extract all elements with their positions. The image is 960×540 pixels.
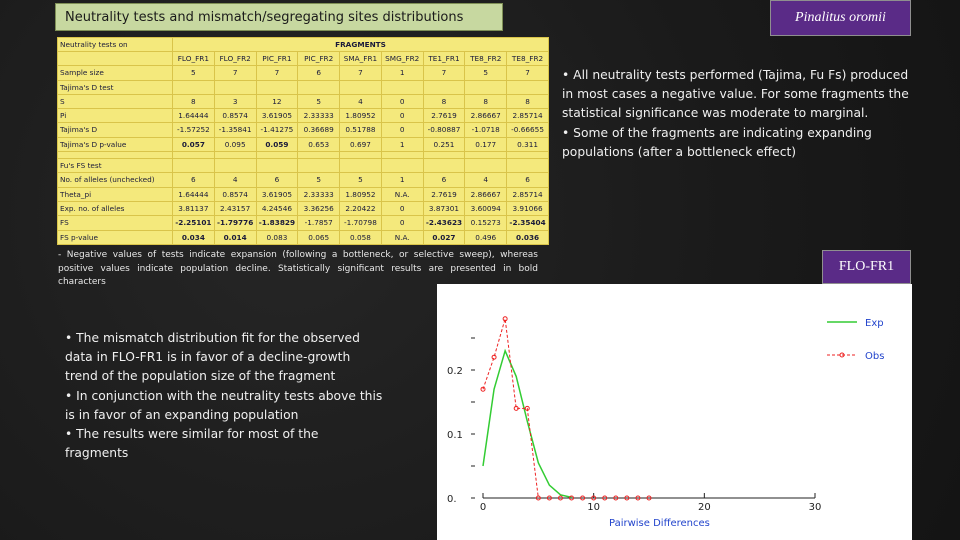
mismatch-chart-svg <box>437 284 912 540</box>
table-cell: 2.43157 <box>214 202 256 216</box>
row-label: Theta_pi <box>58 187 173 201</box>
table-cell <box>256 159 298 173</box>
table-cell: 2.33333 <box>298 109 340 123</box>
table-cell: 6 <box>298 66 340 80</box>
table-cell: 0 <box>381 202 423 216</box>
bullet-text: • All neutrality tests performed (Tajima, Fu Fs) produced in most cases a negative value. For some fragments the statistical significance was moderate to marginal. <box>562 68 909 121</box>
bullet-text: • The results were similar for most of the fragments <box>65 427 319 461</box>
table-cell: 0.058 <box>340 230 382 244</box>
table-cell: 0.697 <box>340 137 382 151</box>
bullet-text: • Some of the fragments are indicating expanding populations (after a bottleneck effect) <box>562 125 872 159</box>
table-cell: 3.81137 <box>173 202 215 216</box>
table-row <box>58 202 549 216</box>
table-cell <box>507 159 549 173</box>
table-cell <box>423 159 465 173</box>
table-cell: 2.20422 <box>340 202 382 216</box>
table-footnote: - Negative values of tests indicate expansion (following a bottleneck, or selective sweep), whereas positive values indicate population decline. Statistically significant results are presented in bold characters <box>58 250 538 287</box>
table-cell <box>381 159 423 173</box>
series-line-exp <box>483 351 572 498</box>
mismatch-chart <box>437 284 912 540</box>
table-cell: 0.057 <box>173 137 215 151</box>
table-cell: 2.86667 <box>465 109 507 123</box>
table-cell: 0.36689 <box>298 123 340 137</box>
table-cell <box>298 159 340 173</box>
table-cell: 1 <box>381 66 423 80</box>
table-cell: 4.24546 <box>256 202 298 216</box>
table-cell: 6 <box>173 173 215 187</box>
table-cell: 0.059 <box>256 137 298 151</box>
fragment-header-cell: SMA_FR1 <box>340 52 382 66</box>
fragment-header-cell: FLO_FR2 <box>214 52 256 66</box>
row-label: Pi <box>58 109 173 123</box>
table-cell <box>381 80 423 94</box>
row-label <box>58 152 173 159</box>
slide-title: Neutrality tests and mismatch/segregating sites distributions <box>55 3 503 31</box>
table-cell: 0.095 <box>214 137 256 151</box>
table-cell <box>340 80 382 94</box>
table-cell: 7 <box>423 66 465 80</box>
table-cell <box>465 80 507 94</box>
table-cell: -2.25101 <box>173 216 215 230</box>
table-cell: 1.64444 <box>173 187 215 201</box>
table-cell: 3.60094 <box>465 202 507 216</box>
table-cell: 0.083 <box>256 230 298 244</box>
table-cell: 5 <box>173 66 215 80</box>
table-cell: N.A. <box>381 230 423 244</box>
legend-obs-label: Obs <box>865 351 885 362</box>
x-axis-label: Pairwise Differences <box>609 518 710 529</box>
table-cell <box>214 159 256 173</box>
table-cell <box>58 52 173 66</box>
table-cell: 3.87301 <box>423 202 465 216</box>
table-row <box>58 230 549 244</box>
table-cell: 0.15273 <box>465 216 507 230</box>
fragment-header-cell: PIC_FR1 <box>256 52 298 66</box>
row-label: No. of alleles (unchecked) <box>58 173 173 187</box>
table-cell: 0.027 <box>423 230 465 244</box>
table-cell: -1.0718 <box>465 123 507 137</box>
fragment-header-cell: TE8_FR2 <box>507 52 549 66</box>
table-cell <box>340 152 382 159</box>
table-cell: 0.065 <box>298 230 340 244</box>
table-cell: 0.653 <box>298 137 340 151</box>
table-header-right: FRAGMENTS <box>173 38 549 52</box>
table-cell: 3 <box>214 94 256 108</box>
fragment-header-cell: TE8_FR2 <box>465 52 507 66</box>
table-cell: -1.79776 <box>214 216 256 230</box>
table-cell <box>423 80 465 94</box>
table-cell: 3.91066 <box>507 202 549 216</box>
table-cell <box>256 80 298 94</box>
table-cell: 2.85714 <box>507 109 549 123</box>
row-label: Tajima's D <box>58 123 173 137</box>
table-cell: 3.61905 <box>256 109 298 123</box>
table-cell: 3.36256 <box>298 202 340 216</box>
chart-label: FLO-FR1 <box>822 250 911 284</box>
table-cell: -1.35841 <box>214 123 256 137</box>
table-row <box>58 94 549 108</box>
row-label: Tajima's D test <box>58 80 173 94</box>
table-cell: 7 <box>214 66 256 80</box>
table-cell: 4 <box>214 173 256 187</box>
table-row <box>58 66 549 80</box>
table-cell <box>423 152 465 159</box>
table-cell: 0 <box>381 94 423 108</box>
table-cell: 4 <box>465 173 507 187</box>
table-cell: -1.83829 <box>256 216 298 230</box>
table-cell <box>465 152 507 159</box>
table-cell: 5 <box>298 94 340 108</box>
table-cell: 0.51788 <box>340 123 382 137</box>
row-label: FS p-value <box>58 230 173 244</box>
table-cell: 0.251 <box>423 137 465 151</box>
row-label: Fu's FS test <box>58 159 173 173</box>
table-cell: N.A. <box>381 187 423 201</box>
neutrality-table <box>57 37 549 245</box>
table-cell <box>298 80 340 94</box>
table-cell: 6 <box>507 173 549 187</box>
fragment-header-cell: PIC_FR2 <box>298 52 340 66</box>
table-cell: 8 <box>423 94 465 108</box>
row-label: Tajima's D p-value <box>58 137 173 151</box>
neutrality-table-grid <box>57 37 549 245</box>
x-tick-label: 0 <box>479 502 487 513</box>
table-row <box>58 152 549 159</box>
table-cell: 0.014 <box>214 230 256 244</box>
table-cell: 0.8574 <box>214 187 256 201</box>
table-cell <box>465 159 507 173</box>
x-tick-label: 30 <box>808 502 822 513</box>
x-tick-label: 20 <box>697 502 711 513</box>
table-cell: 0.034 <box>173 230 215 244</box>
table-cell: -1.41275 <box>256 123 298 137</box>
table-cell: -0.80887 <box>423 123 465 137</box>
table-cell: 12 <box>256 94 298 108</box>
table-cell: 1 <box>381 137 423 151</box>
table-cell: 2.7619 <box>423 187 465 201</box>
table-row <box>58 123 549 137</box>
table-cell <box>214 80 256 94</box>
fragment-header-cell: TE1_FR1 <box>423 52 465 66</box>
table-cell: 4 <box>340 94 382 108</box>
table-cell: 2.86667 <box>465 187 507 201</box>
table-cell: 3.61905 <box>256 187 298 201</box>
table-cell: 1.80952 <box>340 187 382 201</box>
table-cell: 7 <box>256 66 298 80</box>
bullets-right <box>562 66 912 162</box>
table-cell <box>173 152 215 159</box>
y-tick-label: 0. <box>447 494 457 505</box>
fragment-header-cell: FLO_FR1 <box>173 52 215 66</box>
table-cell: 6 <box>423 173 465 187</box>
table-row <box>58 137 549 151</box>
table-cell: 8 <box>507 94 549 108</box>
table-cell: 0 <box>381 123 423 137</box>
table-cell: 8 <box>173 94 215 108</box>
legend-exp-label: Exp <box>865 318 884 329</box>
table-cell: 0.8574 <box>214 109 256 123</box>
bullet-text: • In conjunction with the neutrality tests above this is in favor of an expanding population <box>65 388 383 422</box>
table-cell <box>381 152 423 159</box>
table-cell: 0.311 <box>507 137 549 151</box>
table-row <box>58 173 549 187</box>
x-tick-label: 10 <box>587 502 601 513</box>
table-cell: 0.036 <box>507 230 549 244</box>
table-cell <box>298 152 340 159</box>
table-row <box>58 187 549 201</box>
table-cell: 8 <box>465 94 507 108</box>
table-cell: -2.43623 <box>423 216 465 230</box>
bullets-left <box>65 329 385 463</box>
fragment-header-cell: SMG_FR2 <box>381 52 423 66</box>
table-cell <box>173 159 215 173</box>
table-cell: -1.57252 <box>173 123 215 137</box>
table-cell: -1.7857 <box>298 216 340 230</box>
table-cell: -0.66655 <box>507 123 549 137</box>
table-cell <box>256 152 298 159</box>
table-row <box>58 80 549 94</box>
table-cell: 0.496 <box>465 230 507 244</box>
table-cell: 5 <box>465 66 507 80</box>
fragment-header-row <box>58 52 549 66</box>
table-cell <box>507 152 549 159</box>
table-row <box>58 216 549 230</box>
table-row <box>58 109 549 123</box>
table-cell: -1.70798 <box>340 216 382 230</box>
y-tick-label: 0.2 <box>447 366 463 377</box>
table-cell: 5 <box>340 173 382 187</box>
row-label: Exp. no. of alleles <box>58 202 173 216</box>
table-cell: 6 <box>256 173 298 187</box>
table-cell: 7 <box>340 66 382 80</box>
bullet-text: • The mismatch distribution fit for the observed data in FLO-FR1 is in favor of a decline-growth trend of the population size of the fragment <box>65 331 360 384</box>
row-label: S <box>58 94 173 108</box>
y-tick-label: 0.1 <box>447 430 463 441</box>
table-cell: 1 <box>381 173 423 187</box>
table-cell: 0 <box>381 109 423 123</box>
row-label: FS <box>58 216 173 230</box>
table-cell <box>173 80 215 94</box>
table-cell: -2.35404 <box>507 216 549 230</box>
table-cell: 2.7619 <box>423 109 465 123</box>
table-cell: 0.177 <box>465 137 507 151</box>
table-cell <box>340 159 382 173</box>
table-row <box>58 159 549 173</box>
species-label: Pinalitus oromii <box>770 0 911 36</box>
table-cell: 0 <box>381 216 423 230</box>
table-cell: 1.64444 <box>173 109 215 123</box>
table-cell: 2.85714 <box>507 187 549 201</box>
table-cell: 7 <box>507 66 549 80</box>
row-label: Sample size <box>58 66 173 80</box>
table-cell: 1.80952 <box>340 109 382 123</box>
table-cell <box>507 80 549 94</box>
table-cell: 5 <box>298 173 340 187</box>
table-header-left: Neutrality tests on <box>58 38 173 52</box>
table-cell: 2.33333 <box>298 187 340 201</box>
table-cell <box>214 152 256 159</box>
